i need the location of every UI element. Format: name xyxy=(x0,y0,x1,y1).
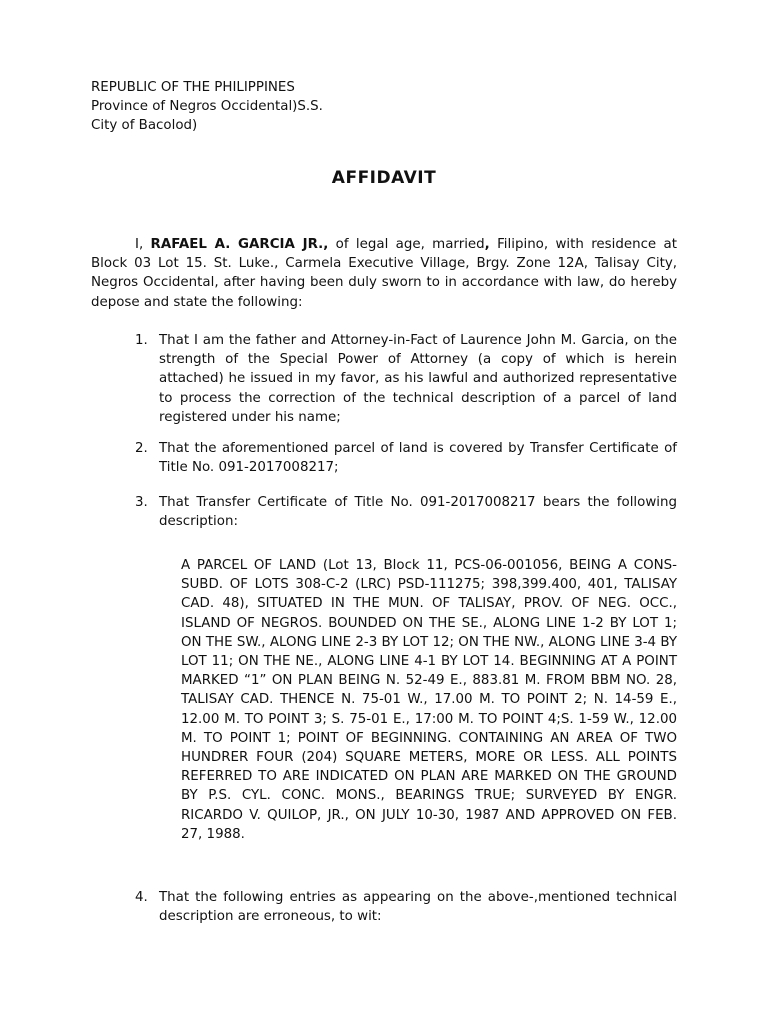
item-text: That the aforementioned parcel of land is covered by Transfer Certificate of Title No. 091-2017008217; xyxy=(159,441,677,476)
venue-header xyxy=(91,78,323,135)
item-number: 1. xyxy=(135,333,148,348)
item-text: That the following entries as appearing on the above-,mentioned technical description are erroneous, to wit: xyxy=(159,890,677,925)
intro-middle: of legal age, married xyxy=(328,237,485,252)
list-item xyxy=(135,331,677,427)
affiant-name: RAFAEL A. GARCIA JR., xyxy=(150,237,329,252)
item-number: 3. xyxy=(135,495,148,510)
item-text: That Transfer Certificate of Title No. 091-2017008217 bears the following description: xyxy=(159,495,677,530)
intro-rest: Filipino, with residence at Block 03 Lot 15. St. Luke., Carmela Executive Village, Brgy. Zone 12A, Talisay City, Negros Occidental, after having been duly sworn to in accordance with law, do hereby depose and state the following: xyxy=(91,237,677,310)
item-number: 4. xyxy=(135,890,148,905)
document-title: AFFIDAVIT xyxy=(331,168,437,188)
item-text: That I am the father and Attorney-in-Fact of Laurence John M. Garcia, on the strength of the Special Power of Attorney (a copy of which is herein attached) he issued in my favor, as his lawful and authorized representative to process the correction of the technical description of a parcel of land registered under his name; xyxy=(159,333,677,425)
province-line: Province of Negros Occidental)S.S. xyxy=(91,99,323,114)
list-item xyxy=(135,888,677,926)
intro-prefix: I, xyxy=(135,237,151,252)
land-description: A PARCEL OF LAND (Lot 13, Block 11, PCS-06-001056, BEING A CONS-SUBD. OF LOTS 308-C-2 (LRC) PSD-111275; 398,399.400, 401, TALISAY CAD. 48), SITUATED IN THE MUN. OF TALISAY, PROV. OF NEG. OCC., ISLAND OF NEGROS. BOUNDED ON THE SE., ALONG LINE 1-2 BY LOT 1; ON THE SW., ALONG LINE 2-3 BY LOT 12; ON THE NW., ALONG LINE 3-4 BY LOT 11; ON THE NE., ALONG LINE 4-1 BY LOT 14. BEGINNING AT A POINT MARKED “1” ON PLAN BEING N. 52-49 E., 883.81 M. FROM BBM NO. 28, TALISAY CAD. THENCE N. 75-01 W., 17.00 M. TO POINT 2; N. 14-59 E., 12.00 M. TO POINT 3; S. 75-01 E., 17:00 M. TO POINT 4;S. 1-59 W., 12.00 M. TO POINT 1; POINT OF BEGINNING. CONTAINING AN AREA OF TWO HUNDRER FOUR (204) SQUARE METERS, MORE OR LESS. ALL POINTS REFERRED TO ARE INDICATED ON PLAN ARE MARKED ON THE GROUND BY P.S. CYL. CONC. MONS., BEARINGS TRUE; SURVEYED BY ENGR. RICARDO V. QUILOP, JR., ON JULY 10-30, 1987 AND APPROVED ON FEB. 27, 1988. xyxy=(181,558,677,842)
republic-line: REPUBLIC OF THE PHILIPPINES xyxy=(91,80,295,95)
item-number: 2. xyxy=(135,441,148,456)
intro-comma: , xyxy=(484,237,490,252)
list-item xyxy=(135,493,677,531)
city-line: City of Bacolod) xyxy=(91,118,198,133)
intro-paragraph xyxy=(91,235,677,312)
list-item xyxy=(135,439,677,477)
